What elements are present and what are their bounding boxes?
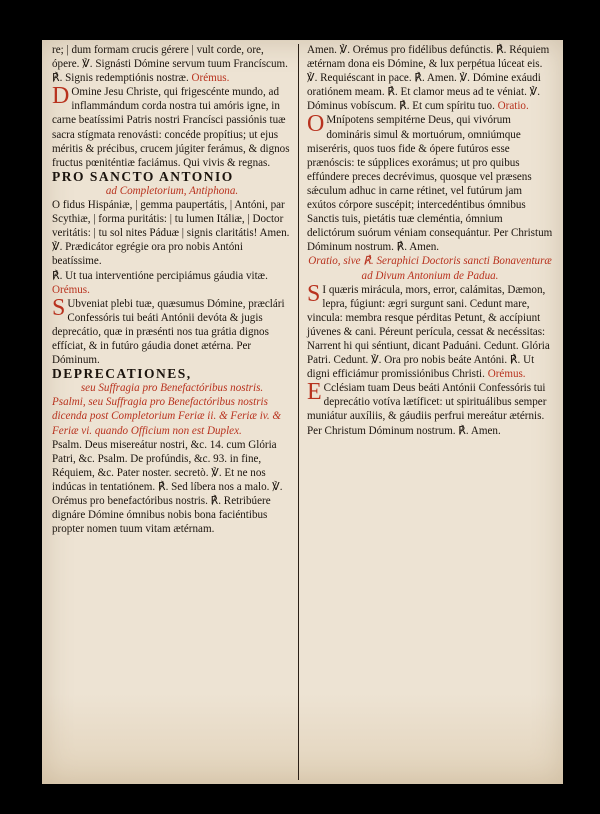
- right-paragraph-2: [307, 113, 553, 254]
- drop-cap-o: O: [307, 111, 325, 138]
- column-divider: [298, 44, 299, 780]
- right-p4-text: Cclésiam tuam Deus beáti Antónii Confessóris tui deprecátio votíva lætíficet: ut spirituálibus semper muniátur auxíliis, & gáudiis perfrui mereátur ætérnis. Per Christum Dóminum nostrum. ℟. Amen.: [307, 382, 547, 437]
- right-paragraph-1: [307, 43, 553, 113]
- right-p2-text: Mnípotens sempitérne Deus, qui vivórum domináris simul & mortuórum, omniúmque miseréris, quos tuos fide & ópere futúros esse prænóscis: te súpplices exorámus; ut pro quibus effúndere preces decrévimus, quosque vel præsens sǽculum adhuc in carne rétinet, vel futúrum jam exútos córpore suscépit; intercedéntibus ómnibus Sanctis tuis, pietátis tuæ cleméntia, ómnium delictórum suórum véniam consequántur. Per Christum Dóminum nostrum. ℟. Amen.: [307, 114, 553, 254]
- drop-cap-e: E: [307, 379, 322, 406]
- right-p1-oratio: Oratio.: [497, 100, 529, 113]
- left-paragraph-1: [52, 43, 292, 85]
- left-paragraph-6: Psalm. Deus misereátur nostri, &c. 14. cum Glória Patri, &c. Psalm. De profúndis, &c. 93. in fine, Réquiem, &c. Pater noster. secretò. ℣. Et ne nos indúcas in tentatiónem. ℟. Sed líbera nos a malo. ℣. Orémus pro benefactóribus nostris. ℟. Retribúere dignáre Dómine ómnibus nobis bona faciéntibus propter nomen tuum vitam ætérnam.: [52, 438, 283, 536]
- drop-cap-d: D: [52, 83, 70, 110]
- right-paragraph-4: [307, 381, 553, 437]
- heading-pro-sancto-antonio: PRO SANCTO ANTONIO: [52, 168, 234, 184]
- right-paragraph-3: [307, 280, 553, 382]
- left-paragraph-3: O fidus Hispániæ, | gemma paupertátis, | Antóni, par Scythiæ, | forma puritátis: | tu lumen Itáliæ, | Doctor veritátis: | tu sol nites Páduæ | signis claritátis! Amen. ℣. Prædicátor egrégie ora pro nobis Antóni beatíssime.: [52, 199, 290, 268]
- left-p1-text: re; | dum formam crucis gérere | vult corde, ore, ópere. ℣. Signásti Dómine servum tuum Francíscum. ℟. Signis redemptiónis nostræ.: [52, 44, 288, 85]
- left-p2-text: Omine Jesu Christe, qui frigescénte mundo, ad inflammándum corda nostra tui amóris igne, in carne beatíssimi Patris nostri Francísci passiónis tuæ sacra stígmata renovásti: concéde propítius; ut ejus méritis & précibus, crucem júgiter ferámus, & dignos fructus pœniténtiæ faciámus. Qui vivis & regnas.: [52, 86, 290, 169]
- right-p1-text: Amen. ℣. Orémus pro fidélibus defúnctis. ℟. Réquiem ætérnam dona eis Dómine, & lux perpétua lúceat eis. ℣. Requiéscant in pace. ℟. Amen. ℣. Dómine exáudi oratiónem meam. ℟. Et clamor meus ad te véniat. ℣. Dóminus vobíscum. ℟. Et cum spíritu tuo.: [307, 44, 550, 113]
- left-paragraph-2: [52, 85, 292, 170]
- heading-deprecationes: DEPRECATIONES,: [52, 366, 192, 382]
- drop-cap-s: S: [52, 294, 66, 321]
- right-column: [307, 43, 553, 438]
- left-p4-oremus: Orémus.: [52, 283, 90, 296]
- right-p3-text: I quæris mirácula, mors, error, calámitas, Dæmon, lepra, fúgiunt: ægri surgunt sani. Cedunt mare, vincula: membra resque pérditas Petunt, & accípiunt júvenes & cani. Péreunt perícula, cessat & necéssitas: Narrent hi qui séntiunt, dicant Paduáni. Cedunt. Glória Patri. Cedunt. ℣. Ora pro nobis beáte Antóni. ℟. Ut digni efficiámur promissiónibus Christi.: [307, 283, 550, 381]
- subheading-suffragia: seu Suffragia pro Benefactóribus nostris.: [80, 382, 264, 395]
- subheading-oratio-bonaventurae: Oratio, sive ℟. Seraphici Doctoris sancti Bonaventuræ ad Divum Antonium de Padua.: [308, 255, 552, 282]
- rubric-psalmi: Psalmi, seu Suffragia pro Benefactóribus nostris dicenda post Completorium Feriæ ii. & Feriæ iv. & Feriæ vi. quando Officium non est Duplex.: [52, 396, 282, 437]
- drop-cap-s2: S: [307, 280, 321, 307]
- left-paragraph-5: [52, 294, 292, 367]
- right-p3-oremus: Orémus.: [487, 368, 526, 381]
- left-p4-text: ℟. Ut tua interventióne percipiámus gáudia vitæ.: [52, 269, 268, 282]
- manuscript-leaf: [42, 40, 563, 784]
- subheading-antiphona: ad Completorium, Antiphona.: [105, 184, 239, 197]
- left-p1-oremus: Orémus.: [191, 72, 230, 85]
- left-paragraph-4: [52, 269, 292, 297]
- left-p5-text: Ubveniat plebi tuæ, quæsumus Dómine, præclári Confessóris tui beáti Antónii devóta & jugis deprecátio, quæ in præsénti nos tua grátia dignos effíciat, & in futúro gáudia donet ætérna. Per Dóminum.: [52, 297, 285, 367]
- left-column: [52, 43, 292, 536]
